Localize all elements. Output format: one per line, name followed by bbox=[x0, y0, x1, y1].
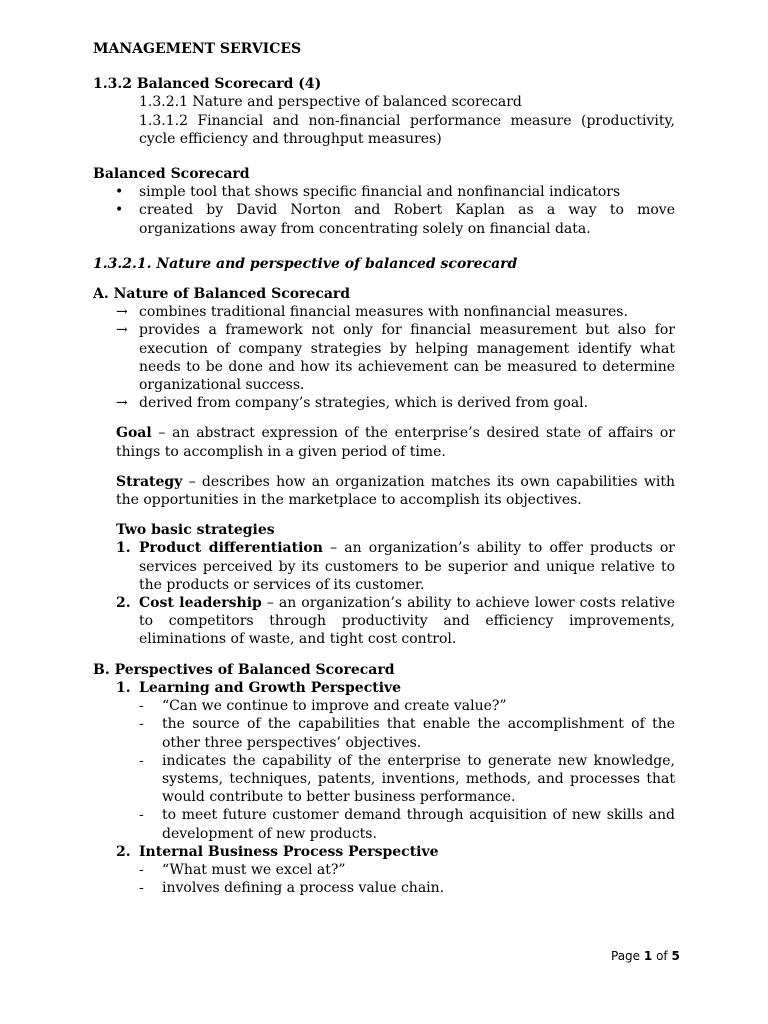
two-strategies-heading: Two basic strategies bbox=[116, 522, 275, 539]
perspective-1-point-4 bbox=[139, 806, 675, 842]
perspective-2-point-1-text: “What must we excel at?” bbox=[162, 861, 346, 878]
perspective-1-point-2 bbox=[139, 715, 675, 751]
perspective-list bbox=[93, 679, 675, 697]
list-number: 1. bbox=[116, 540, 131, 557]
dash-marker: - bbox=[139, 880, 144, 897]
nature-arrow-3-text: derived from company’s strategies, which is derived from goal. bbox=[139, 395, 589, 412]
bsc-bullet-list bbox=[93, 183, 675, 238]
dash-marker: - bbox=[139, 807, 144, 824]
strategy-2-def: – an organization’s ability to achieve lower costs relative to competitors through productivity and efficiency improvements, eliminations of waste, and tight cost control. bbox=[139, 595, 675, 648]
strategy-item-1 bbox=[116, 539, 675, 594]
nature-heading: A. Nature of Balanced Scorecard bbox=[93, 286, 351, 303]
nature-arrow-2-text: provides a framework not only for financial measurement but also for execution of company strategies by helping management identify what needs to be done and how its achievement can be measured to determine organizational success. bbox=[139, 322, 675, 394]
strategy-1-def: – an organization’s ability to offer products or services perceived by its customers to be superior and unique relative to the products or services of its customer. bbox=[139, 540, 675, 593]
perspective-1-point-3 bbox=[139, 752, 675, 807]
dash-marker: - bbox=[139, 752, 144, 769]
strategy-2-term: Cost leadership bbox=[139, 595, 262, 612]
bsc-bullet-2-text: created by David Norton and Robert Kaplan as a way to move organizations away from concentrating solely on financial data. bbox=[139, 202, 675, 237]
strategy-list bbox=[93, 539, 675, 648]
toc-heading: 1.3.2 Balanced Scorecard (4) bbox=[93, 76, 322, 93]
bsc-bullet-2 bbox=[93, 201, 675, 237]
bsc-heading: Balanced Scorecard bbox=[93, 166, 250, 183]
perspective-1-point-3-text: indicates the capability of the enterprise to generate new knowledge, systems, techniques, patents, inventions, methods, and processes that would contribute to better business performance. bbox=[162, 752, 675, 806]
nature-arrow-list bbox=[93, 303, 675, 412]
nature-arrow-3 bbox=[116, 394, 675, 412]
section-heading: 1.3.2.1. Nature and perspective of balanced scorecard bbox=[93, 255, 518, 272]
bullet-marker: • bbox=[115, 184, 124, 201]
page-label: Page bbox=[611, 949, 641, 963]
goal-term: Goal bbox=[116, 425, 152, 442]
arrow-icon: → bbox=[116, 322, 128, 339]
bsc-bullet-1 bbox=[93, 183, 675, 201]
perspective-2-points bbox=[93, 861, 675, 897]
perspective-1-point-2-text: the source of the capabilities that enable the accomplishment of the other three perspectives’ objectives. bbox=[162, 716, 675, 751]
goal-def: – an abstract expression of the enterprise’s desired state of affairs or things to accomplish in a given period of time. bbox=[116, 425, 675, 460]
perspective-1-point-4-text: to meet future customer demand through acquisition of new skills and development of new products. bbox=[162, 807, 675, 842]
document-page bbox=[93, 40, 675, 897]
nature-arrow-2 bbox=[116, 321, 675, 394]
toc-item-2: 1.3.1.2 Financial and non-financial performance measure (productivity, cycle efficiency and throughput measures) bbox=[139, 112, 675, 147]
perspective-1-title: Learning and Growth Perspective bbox=[139, 679, 402, 696]
list-number: 2. bbox=[116, 843, 131, 860]
arrow-icon: → bbox=[116, 304, 128, 321]
perspective-2-point-2 bbox=[139, 879, 675, 897]
goal-definition bbox=[93, 424, 675, 460]
strategy-item-2 bbox=[116, 594, 675, 649]
nature-arrow-1-text: combines traditional financial measures with nonfinancial measures. bbox=[139, 304, 628, 321]
perspective-2-title: Internal Business Process Perspective bbox=[139, 843, 439, 860]
strategy-term: Strategy bbox=[116, 473, 183, 490]
perspective-item-2 bbox=[116, 843, 675, 861]
perspective-1-points bbox=[93, 697, 675, 843]
perspective-list-continued bbox=[93, 843, 675, 861]
of-label: of bbox=[656, 949, 668, 963]
dash-marker: - bbox=[139, 698, 144, 715]
strategy-def: – describes how an organization matches its own capabilities with the opportunities in the marketplace to accomplish its objectives. bbox=[116, 473, 675, 509]
dash-marker: - bbox=[139, 861, 144, 878]
bullet-marker: • bbox=[115, 202, 124, 219]
perspective-1-point-1-text: “Can we continue to improve and create value?” bbox=[162, 698, 507, 715]
arrow-icon: → bbox=[116, 395, 128, 412]
page-footer bbox=[611, 947, 680, 965]
strategy-definition bbox=[93, 473, 675, 509]
perspective-2-point-1 bbox=[139, 861, 675, 879]
perspective-1-point-1 bbox=[139, 697, 675, 715]
nature-arrow-1 bbox=[116, 303, 675, 321]
perspective-item-1 bbox=[116, 679, 675, 697]
dash-marker: - bbox=[139, 716, 144, 733]
page-total: 5 bbox=[671, 949, 680, 963]
document-title: MANAGEMENT SERVICES bbox=[93, 41, 302, 57]
bsc-bullet-1-text: simple tool that shows specific financial and nonfinancial indicators bbox=[139, 184, 621, 201]
list-number: 1. bbox=[116, 679, 131, 696]
page-number: 1 bbox=[643, 949, 653, 963]
toc-item-1: 1.3.2.1 Nature and perspective of balanced scorecard bbox=[139, 94, 522, 111]
strategy-1-term: Product differentiation bbox=[139, 540, 323, 557]
list-number: 2. bbox=[116, 595, 131, 612]
perspective-2-point-2-text: involves defining a process value chain. bbox=[162, 880, 445, 897]
perspectives-heading: B. Perspectives of Balanced Scorecard bbox=[93, 661, 395, 678]
